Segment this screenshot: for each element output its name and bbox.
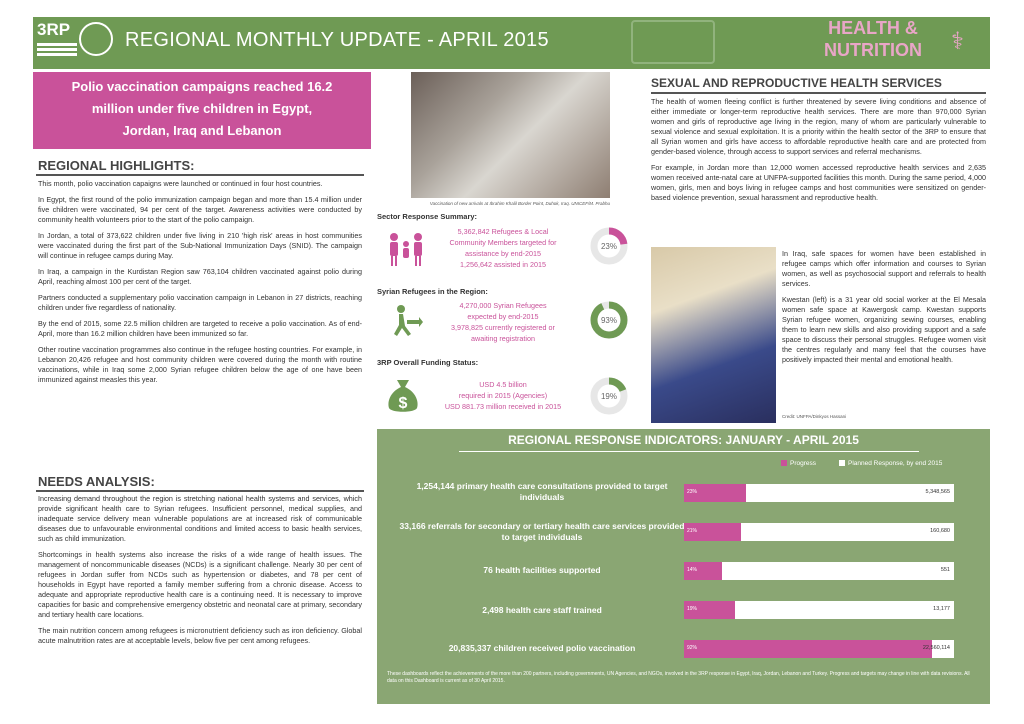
needs-text	[38, 494, 362, 652]
legend-planned	[839, 460, 942, 467]
indicator-percent: 21%	[687, 528, 698, 534]
caduceus-icon: ⚕	[951, 28, 964, 55]
3rp-logo	[35, 19, 115, 65]
sector-summary-stats	[428, 226, 578, 270]
indicator-target: 13,177	[933, 606, 950, 612]
vaccination-photo-caption: Vaccination of new arrivals at Ibrahim Khalil Border Point, Duhok, Iraq. UNICEF/M. Prabhu	[429, 201, 610, 206]
needs-heading: NEEDS ANALYSIS:	[38, 474, 155, 489]
highlights-paragraph: In Egypt, the first round of the polio immunization campaign began and more than 15.4 million under five children were vaccinated, 94 per cent of the target. Awareness activities were conducted by community health volunteers prior to the start of the polio campaign.	[38, 195, 362, 224]
legend-label: Progress	[790, 460, 817, 467]
stat-line: 1,256,642 assisted in 2015	[460, 260, 546, 269]
highlights-paragraph: By the end of 2015, some 22.5 million children are targeted to receive a polio vaccination. As of end-April, more than 16.2 million children have been immunized so far.	[38, 319, 362, 338]
indicator-bar	[684, 601, 954, 619]
indicator-bar	[684, 562, 954, 580]
donut-label: 23%	[600, 242, 618, 251]
indicator-bar	[684, 640, 954, 658]
highlight-line1: Polio vaccination campaigns reached 16.2	[71, 79, 333, 94]
stat-line: assistance by end-2015	[465, 249, 541, 258]
legend-swatch	[781, 460, 787, 466]
highlight-line3: Jordan, Iraq and Lebanon	[122, 123, 282, 138]
indicator-label: 20,835,337 children received polio vaccination	[448, 643, 636, 653]
walking-person-icon	[387, 304, 423, 340]
highlight-box	[33, 72, 371, 149]
legend-progress	[781, 460, 816, 467]
indicator-target: 160,680	[930, 528, 950, 534]
indicator-percent: 14%	[687, 567, 698, 573]
stat-line: expected by end-2015	[467, 312, 539, 321]
stat-line: Community Members targeted for	[449, 238, 557, 247]
sector-title-line2: NUTRITION	[824, 40, 922, 60]
highlights-paragraph: This month, polio vaccination capaigns were launched or continued in four host countries.	[38, 179, 323, 188]
page-title: REGIONAL MONTHLY UPDATE - APRIL 2015	[125, 29, 549, 51]
highlights-paragraph: In Jordan, a total of 373,622 children under five living in 210 'high risk' areas in host communities were vaccinated during the first part of the Sub-National Immunization Days (SNID). The campaign will continue in refugee camps during May.	[38, 231, 362, 260]
needs-paragraph: Increasing demand throughout the region is stretching national health systems and services, which provide significant health care to Syrian refugees. Insufficient personnel, medical supplies, and inadequate service delivery mean vulnerable populations are at increased risk of communicable diseases due to unfavourable environmental conditions and limited access to basic health services, such as child immunization.	[38, 494, 362, 543]
funding-stats	[428, 379, 578, 412]
stat-line: 3,978,825 currently registered or	[451, 323, 555, 332]
donut-label: 93%	[600, 316, 618, 325]
indicator-bar	[684, 523, 954, 541]
logo-emblem-icon	[79, 22, 113, 56]
indicator-target: 551	[940, 567, 950, 573]
highlights-heading: REGIONAL HIGHLIGHTS:	[38, 158, 195, 173]
stat-line: awaiting registration	[471, 334, 535, 343]
legend-swatch	[839, 460, 845, 466]
highlights-paragraph: Partners conducted a supplementary polio vaccination campaign in Lebanon in 27 districts, reaching children under five regardless of nationality.	[38, 293, 362, 312]
srh-side-text	[782, 249, 986, 371]
srh-paragraph: For example, in Jordan more than 12,000 women accessed reproductive health services and 2,635 women received ante-natal care at UNFPA-supported facilities this month. During the same period, 4,000 women, girls, men and boys living in refugee camps and host communities were sensitized on gender-based violence prevention, sexual harassment and reproductive health.	[651, 163, 986, 202]
indicator-target: 5,348,565	[925, 489, 950, 495]
stat-line: required in 2015 (Agencies)	[458, 391, 548, 400]
indicator-percent: 92%	[687, 645, 698, 651]
indicator-bar	[684, 484, 954, 502]
indicator-label: 76 health facilities supported	[483, 565, 601, 575]
indicators-divider	[459, 451, 919, 452]
needs-divider	[36, 490, 364, 492]
refugees-donut	[589, 300, 629, 340]
indicators-heading: REGIONAL RESPONSE INDICATORS: JANUARY - APRIL 2015	[508, 433, 859, 447]
photo-credit: Credit: UNFPA/Dinkyos Hassani	[782, 414, 847, 419]
header-bar	[33, 17, 990, 69]
sector-summary-heading: Sector Response Summary:	[377, 212, 478, 221]
svg-text:$: $	[398, 395, 408, 412]
indicator-label: 1,254,144 primary health care consultations provided to target individuals	[416, 481, 668, 502]
highlights-text	[38, 179, 362, 391]
stat-line: 5,362,842 Refugees & Local	[457, 227, 549, 236]
refugees-stats	[428, 300, 578, 344]
vaccination-photo	[411, 72, 610, 206]
stat-line: USD 881.73 million received in 2015	[444, 402, 562, 411]
indicator-label: 33,166 referrals for secondary or tertiary health care services provided to target individuals	[399, 521, 685, 542]
indicators-footnote: These dashboards reflect the achievements of the more than 200 partners, including governments, UN Agencies, and NGOs, involved in the 3RP response in Egypt, Iraq, Jordan, Lebanon and Turkey. Progress and targets may change in line with data revisions. All data on this Dashboard is current as of 30 April 2015.	[387, 671, 970, 684]
highlights-paragraph: In Iraq, a campaign in the Kurdistan Region saw 763,104 children vaccinated against polio during April, reaching almost 100 per cent of the target.	[38, 267, 362, 286]
highlights-paragraph: Other routine vaccination programmes also continue in the refugee hosting countries. For example, in Lebanon 20,426 refugee and host community children were covered during the month with routine vaccinations, while in Iraq some 2,000 Syrian refugee children below the age of one have been immunized against measles this year.	[38, 345, 362, 384]
funding-heading: 3RP Overall Funding Status:	[377, 358, 479, 367]
money-bag-icon	[386, 378, 420, 414]
indicator-percent: 19%	[687, 606, 698, 612]
srh-side-paragraph: Kwestan (left) is a 31 year old social worker at the El Mesala women safe space at Kawergosk camp. Kwestan supports Syrian refugee women, organizing sewing courses, enabling them to learn new skills and also providing support and a safe space to discuss their personal struggles. Refugee women visit the centres regularly and many feel that the courses have positively impacted their mental and emotional health.	[782, 295, 986, 364]
highlights-divider	[36, 174, 364, 176]
indicators-panel	[377, 429, 990, 704]
srh-side-paragraph: In Iraq, safe spaces for women have been established in refugee camps which offer information and courses to Syrian women, as well as psychosocial support and referrals to health services.	[782, 249, 986, 288]
indicator-bar-fill	[684, 640, 932, 658]
indicator-target: 22,560,114	[922, 645, 950, 651]
social-worker-photo	[651, 247, 776, 423]
srh-divider	[651, 92, 986, 94]
logo-text: 3RP	[37, 20, 71, 39]
highlight-line2: million under five children in Egypt,	[91, 101, 313, 116]
srh-heading: SEXUAL AND REPRODUCTIVE HEALTH SERVICES	[651, 76, 942, 90]
srh-paragraph: The health of women fleeing conflict is further threatened by severe living conditions and absence of either immediate or longer-term reproductive health services. There are more than 970,000 Syrian women and girls of reproductive age living in the region, many of whom are particularly vulnerable to sexual violence and sexual exploitation. It is a priority within the health sector of the 3RP to ensure that all Syrian women and girls have access to affordable reproductive health care and are protected from gender-based violence, through access to support services and referral mechanisms.	[651, 97, 986, 156]
indicator-label: 2,498 health care staff trained	[482, 605, 602, 615]
logo-stripes	[37, 43, 77, 46]
family-icon	[386, 232, 426, 268]
donut-label: 19%	[600, 392, 618, 401]
needs-paragraph: The main nutrition concern among refugees is micronutrient deficiency such as iron deficiency. Global acute malnutrition rates are at acceptable levels, below five per cent among refugees.	[38, 626, 362, 645]
srh-text	[651, 97, 986, 209]
sector-title-line1: HEALTH &	[828, 18, 918, 38]
legend-label: Planned Response, by end 2015	[848, 460, 943, 467]
sector-title	[793, 17, 953, 61]
stat-line: USD 4.5 billion	[479, 380, 527, 389]
ornament-icon	[631, 20, 715, 64]
needs-paragraph: Shortcomings in health systems also increase the risks of a wide range of health issues. The management of noncommunicable diseases (NCDs) is a significant challenge. Nearly 30 per cent of refugees in Jordan suffer from NCDs such as hypertension or diabetes, and 78 per cent of households in Egypt have reported a family member suffering from a chronic disease. Access to adequate and appropriate reproductive health care is a continuing need. It is necessary to improve capacities for basic and comprehensive emergency obstetric and neonatal care at primary, secondary and tertiary health care locations.	[38, 550, 362, 619]
sector-summary-donut	[589, 226, 629, 266]
stat-line: 4,270,000 Syrian Refugees	[459, 301, 547, 310]
refugees-heading: Syrian Refugees in the Region:	[377, 287, 488, 296]
indicator-percent: 23%	[687, 489, 698, 495]
funding-donut	[589, 376, 629, 416]
